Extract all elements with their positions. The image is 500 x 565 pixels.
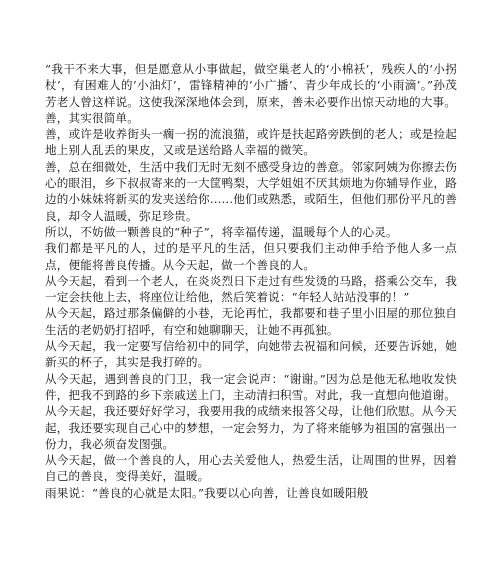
paragraph-3: 善，或许是收养街头一瘸一拐的流浪猫，或许是扶起路旁跌倒的老人；或是捡起地上别人乱丢的果皮，又或是送给路人幸福的微笑。 <box>45 127 457 158</box>
paragraph-6: 我们都是平凡的人，过的是平凡的生活，但只要我们主动伸手给予他人多一点点，便能将善良传播。从今天起，做一个善良的人。 <box>45 241 457 272</box>
paragraph-13: 雨果说：“善良的心就是太阳。”我要以心向善，让善良如暖阳般 <box>45 485 369 500</box>
paragraph-2: 善，其实很简单。 <box>45 110 139 125</box>
paragraph-8: 从今天起，路过那条偏僻的小巷，无论再忙，我都要和巷子里小旧屋的那位独自生活的老奶奶打招呼，有空和她聊聊天，让她不再孤独。 <box>45 306 457 337</box>
paragraph-1: “我干不来大事，但是愿意从小事做起，做空巢老人的‘小棉袄’，残疾人的‘小拐杖’，有困难人的‘小油灯’，雷锋精神的‘小广播’、青少年成长的‘小雨滴’。”孙茂芳老人曾这样说。这使我深深地体会到，原来，善未必要作出惊天动地的大事。 <box>45 62 457 109</box>
paragraph-10: 从今天起，遇到善良的门卫，我一定会说声：“谢谢。”因为总是他无私地收发快件，把我不到路的乡下亲戚送上门，主动清扫积雪。对此，我一直想向他道谢。 <box>45 371 457 402</box>
paragraph-12: 从今天起，做一个善良的人，用心去关爱他人，热爱生活，让周围的世界，因着自己的善良，变得美好，温暖。 <box>45 453 457 484</box>
paragraph-4: 善，总在细微处，生活中我们无时无刻不感受身边的善意。邻家阿姨为你擦去伤心的眼泪，乡下叔叔寄来的一大筐鸭梨，大学姐姐不厌其烦地为你辅导作业，路边的小妹妹将新买的发夹送给你……他们或熟悉，或陌生，但他们那份平凡的善良，却令人温暖，弥足珍贵。 <box>45 159 457 223</box>
paragraph-11: 从今天起，我还要好好学习，我要用我的成绩来报答父母，让他们欣慰。从今天起，我还要实现自己心中的梦想，一定会努力，为了将来能够为祖国的富强出一份力，我必须奋发图强。 <box>45 404 457 451</box>
article-body <box>45 61 457 501</box>
paragraph-9: 从今天起，我一定要写信给初中的同学，向她带去祝福和问候，还要告诉她，她新买的杯子，其实是我打碎的。 <box>45 339 457 370</box>
paragraph-7: 从今天起，看到一个老人，在炎炎烈日下走过有些发烫的马路，搭乘公交车，我一定会扶他上去，将座位让给他，然后笑着说：“年轻人站站没事的！” <box>45 273 457 305</box>
paragraph-5: 所以，不妨做一颗善良的“种子”，将幸福传递，温暖每个人的心灵。 <box>45 224 398 239</box>
